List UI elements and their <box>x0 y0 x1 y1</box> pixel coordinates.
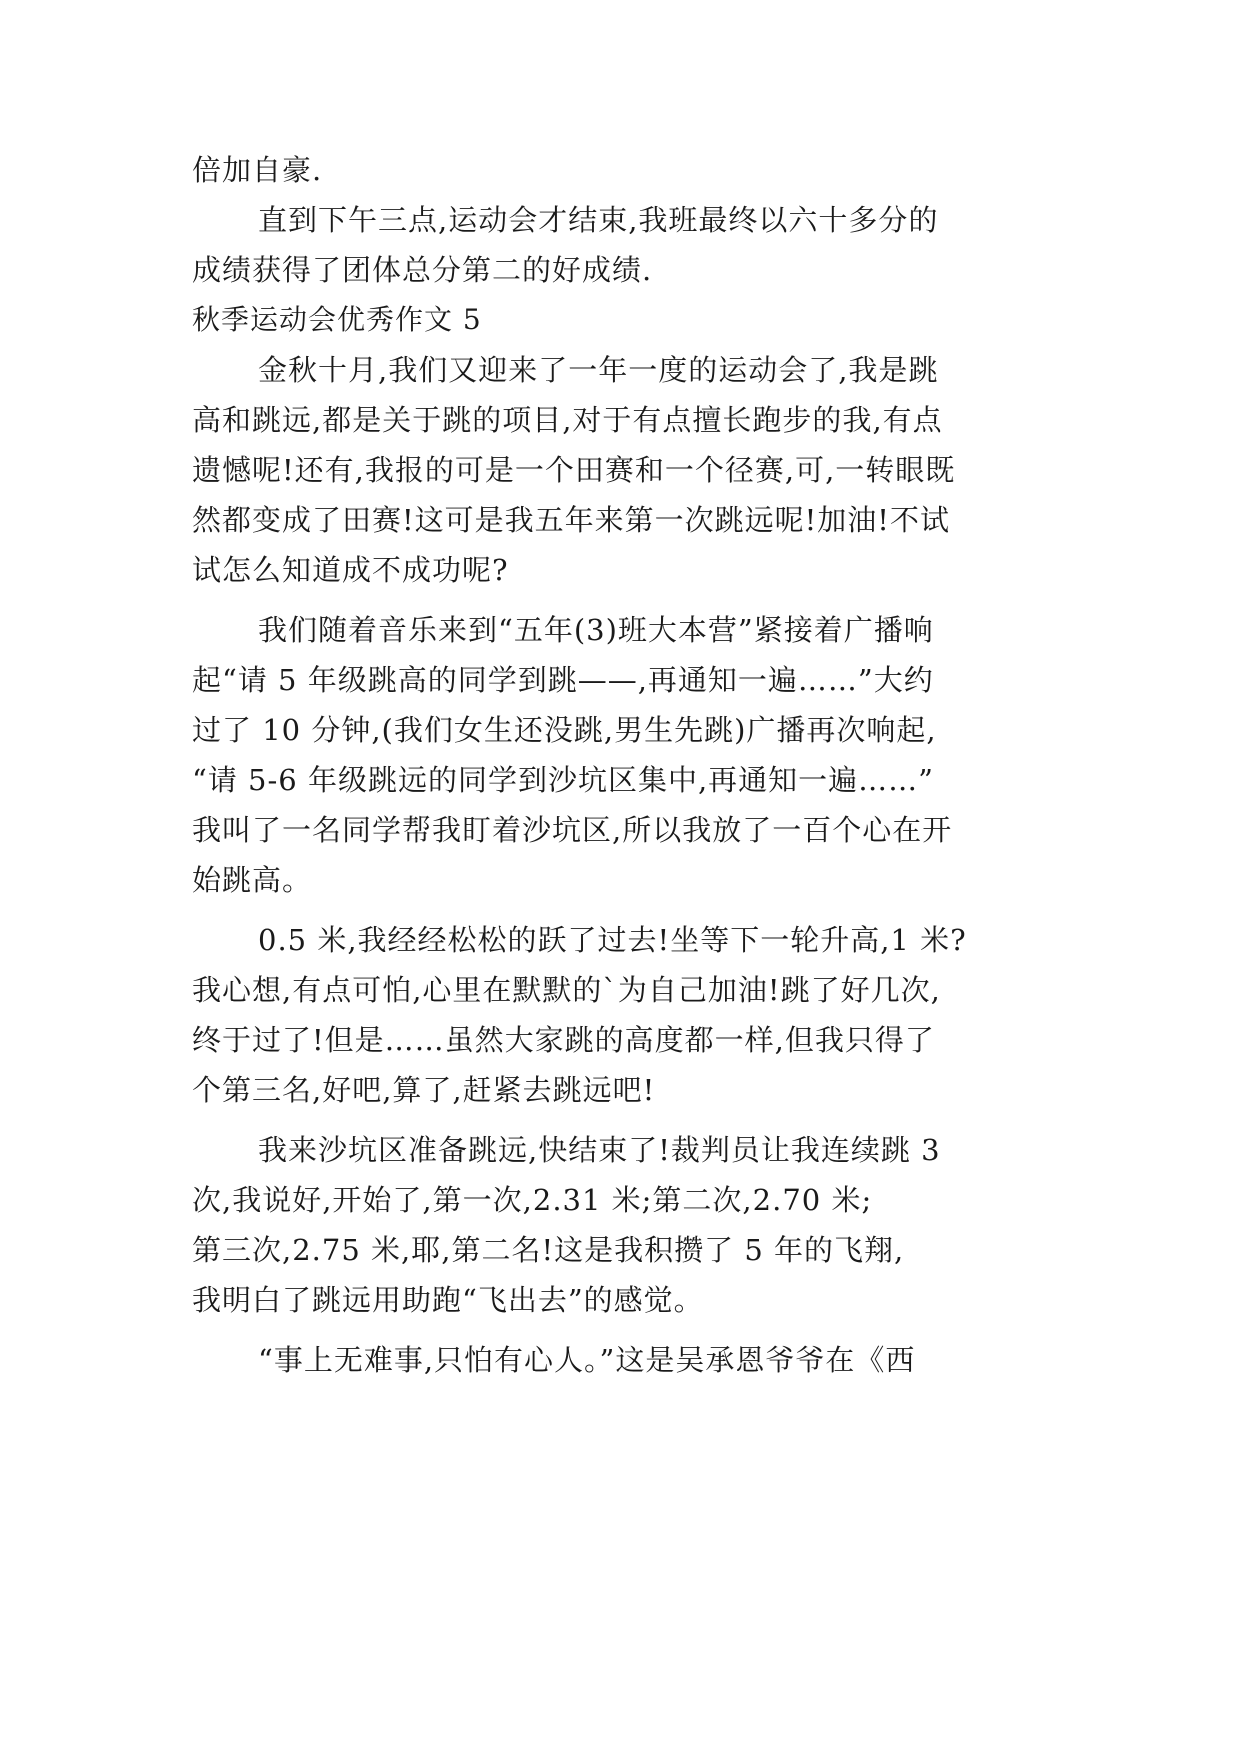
text-line: 试怎么知道成不成功呢? <box>192 553 509 587</box>
text-line: 次,我说好,开始了,第一次,2.31 米;第二次,2.70 米; <box>192 1183 873 1217</box>
text-line: 过了 10 分钟,(我们女生还没跳,男生先跳)广播再次响起, <box>192 713 937 747</box>
text-line: 起“请 5 年级跳高的同学到跳——,再通知一遍……”大约 <box>192 663 934 697</box>
text-line: 高和跳远,都是关于跳的项目,对于有点擅长跑步的我,有点 <box>192 403 943 437</box>
section-heading: 秋季运动会优秀作文 5 <box>192 303 482 336</box>
text-line: 我明白了跳远用助跑“飞出去”的感觉。 <box>192 1283 704 1317</box>
text-line: 始跳高。 <box>192 863 313 897</box>
text-line: 然都变成了田赛!这可是我五年来第一次跳远呢!加油!不试 <box>192 503 950 537</box>
text-line: 个第三名,好吧,算了,赶紧去跳远吧! <box>192 1073 656 1107</box>
text-line: 0.5 米,我经经松松的跃了过去!坐等下一轮升高,1 米? <box>258 923 967 957</box>
text-line: 遗憾呢!还有,我报的可是一个田赛和一个径赛,可,一转眼既 <box>192 453 956 487</box>
text-line: “事上无难事,只怕有心人。”这是吴承恩爷爷在《西 <box>258 1343 916 1377</box>
text-line: 我心想,有点可怕,心里在默默的`为自己加油!跳了好几次, <box>192 973 941 1007</box>
text-line: 我们随着音乐来到“五年(3)班大本营”紧接着广播响 <box>258 613 934 647</box>
text-line: 成绩获得了团体总分第二的好成绩. <box>192 253 653 287</box>
text-line: 直到下午三点,运动会才结束,我班最终以六十多分的 <box>258 203 939 237</box>
text-line: “请 5-6 年级跳远的同学到沙坑区集中,再通知一遍……” <box>192 763 935 797</box>
text-line: 我叫了一名同学帮我盯着沙坑区,所以我放了一百个心在开 <box>192 813 953 847</box>
text-line: 第三次,2.75 米,耶,第二名!这是我积攒了 5 年的飞翔, <box>192 1233 905 1267</box>
text-line: 我来沙坑区准备跳远,快结束了!裁判员让我连续跳 3 <box>258 1133 941 1167</box>
text-line: 终于过了!但是……虽然大家跳的高度都一样,但我只得了 <box>192 1023 935 1057</box>
text-line: 金秋十月,我们又迎来了一年一度的运动会了,我是跳 <box>258 353 939 387</box>
text-line: 倍加自豪. <box>192 153 323 187</box>
